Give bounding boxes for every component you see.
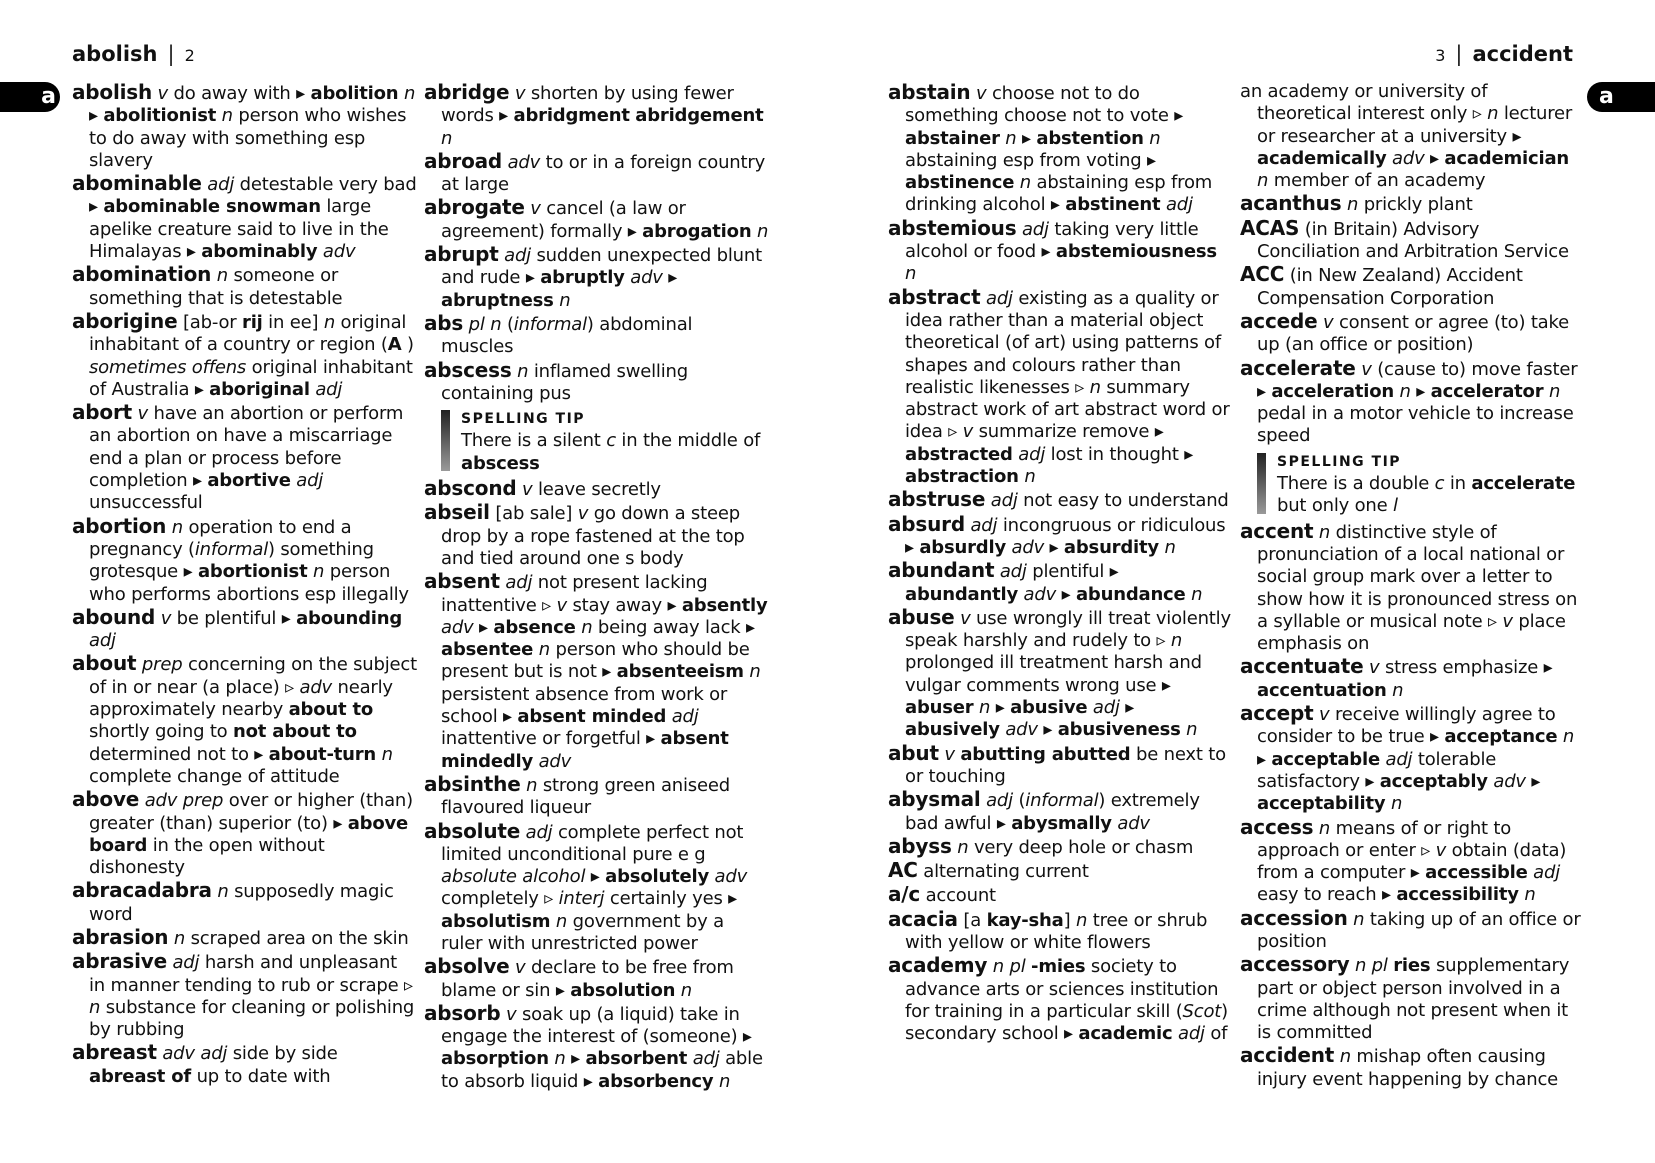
dictionary-entry: accept v receive willingly agree to consider to be true ▸ acceptance n ▸ acceptable adj tolerable satisfactory ▸ acceptably adv ▸ acceptability n: [1240, 701, 1575, 815]
dictionary-entry: acacia [a kay-sha] n tree or shrub with yellow or white flowers: [888, 906, 1208, 953]
spelling-tip-heading: SPELLING TIP: [461, 411, 586, 428]
spelling-tip: [1257, 451, 1585, 518]
spelling-tip: [441, 408, 769, 475]
dictionary-entry: abracadabra n supposedly magic word: [72, 878, 394, 925]
spelling-tip-heading: SPELLING TIP: [1277, 453, 1402, 470]
dictionary-entry: abrupt adj sudden unexpected blunt and rude ▸ abruptly adv ▸ abruptness n: [424, 242, 762, 311]
dictionary-entry: accent n distinctive style of pronunciation of a local national or social group mark over a letter to show how it is pronounced stress on a syllable or musical note ▹ v place emphasis on: [1240, 518, 1578, 655]
dictionary-entry: abundant adj plentiful ▸ abundantly adv ▸ abundance n: [888, 558, 1203, 605]
guide-word-left: abolish: [72, 42, 158, 66]
dictionary-entry: abstruse adj not easy to understand: [888, 487, 1229, 512]
spelling-tip-text: There is a silent c in the middle of abscess: [461, 430, 761, 474]
dictionary-entry: above adv prep over or higher (than) greater (than) superior (to) ▸ above board in the open without dishonesty: [72, 787, 413, 879]
dictionary-entry: abreast adv adj side by side abreast of up to date with: [72, 1040, 338, 1087]
dictionary-entry: abridge v shorten by using fewer words ▸ abridgment abridgement n: [424, 80, 764, 149]
dictionary-entry: abrasion n scraped area on the skin: [72, 924, 409, 949]
dictionary-column-4: [1240, 81, 1585, 1091]
dictionary-entry: absent adj not present lacking inattentive ▹ v stay away ▸ absently adv ▸ absence n being away lack ▸ absentee n person who should be present but is not ▸ absenteeism n persistent absence from work or school ▸ absent minded adj inattentive or forgetful ▸ absent mindedly adv: [424, 569, 768, 772]
dictionary-entry: abortion n operation to end a pregnancy (informal) something grotesque ▸ abortionist n person who performs abortions esp illegally: [72, 513, 409, 605]
running-head-right: [1435, 42, 1573, 66]
dictionary-entry: accession n taking up of an office or position: [1240, 905, 1581, 952]
dictionary-entry: abscond v leave secretly: [424, 476, 661, 501]
dictionary-entry: acanthus n prickly plant: [1240, 191, 1473, 216]
dictionary-entry: about prep concerning on the subject of in or near (a place) ▹ adv nearly approximately nearby about to shortly going to not about to determined not to ▸ about-turn n complete change of attitude: [72, 651, 417, 787]
dictionary-entry: absolute adj complete perfect not limited unconditional pure e g absolute alcohol ▸ absolutely adv completely ▹ interj certainly yes ▸ absolutism n government by a ruler with unrestricted power: [424, 818, 748, 954]
thumb-index-tab-left: a: [0, 82, 60, 112]
dictionary-entry: abound v be plentiful ▸ abounding adj: [72, 604, 403, 652]
dictionary-entry: an academy or university of theoretical interest only ▹ n lecturer or researcher at a university ▸ academically adv ▸ academician n member of an academy: [1240, 81, 1573, 192]
dictionary-entry: abroad adv to or in a foreign country at large: [424, 148, 766, 196]
dictionary-entry: aborigine [ab-or rij in ee] n original inhabitant of a country or region (A ) sometimes offens original inhabitant of Australia ▸ aboriginal adj: [72, 308, 414, 400]
dictionary-column-3: [888, 81, 1233, 1045]
dictionary-entry: accelerate v (cause to) move faster ▸ acceleration n ▸ accelerator n pedal in a motor vehicle to increase speed: [1240, 355, 1578, 447]
dictionary-entry: abrogate v cancel (a law or agreement) formally ▸ abrogation n: [424, 195, 769, 242]
divider: |: [167, 42, 175, 66]
running-head-left: [72, 42, 195, 66]
dictionary-entry: abuse v use wrongly ill treat violently speak harshly and rudely to ▹ n prolonged ill treatment harsh and vulgar comments wrong use ▸ abuser n ▸ abusive adj ▸ abusively adv ▸ abusiveness n: [888, 604, 1231, 741]
dictionary-entry: abseil [ab sale] v go down a steep drop by a rope fastened at the top and tied around one s body: [424, 500, 745, 569]
dictionary-entry: abominable adj detestable very bad ▸ abominable snowman large apelike creature said to live in the Himalayas ▸ abominably adv: [72, 171, 417, 263]
dictionary-entry: ACAS (in Britain) Advisory Conciliation and Arbitration Service: [1240, 215, 1569, 263]
dictionary-entry: a/c account: [888, 882, 996, 907]
dictionary-entry: abscess n inflamed swelling containing pus: [424, 357, 688, 404]
dictionary-entry: abolish v do away with ▸ abolition n ▸ abolitionist n person who wishes to do away with something esp slavery: [72, 80, 416, 171]
dictionary-column-1: [72, 81, 417, 1088]
dictionary-entry: abstemious adj taking very little alcohol or food ▸ abstemiousness n: [888, 215, 1217, 285]
spelling-tip-text: There is a double c in accelerate but only one l: [1277, 473, 1576, 517]
dictionary-entry: absolve v declare to be free from blame or sin ▸ absolution n: [424, 954, 734, 1001]
dictionary-entry: access n means of or right to approach or enter ▹ v obtain (data) from a computer ▸ accessible adj easy to reach ▸ accessibility n: [1240, 814, 1567, 906]
dictionary-entry: accentuate v stress emphasize ▸ accentuation n: [1240, 654, 1553, 701]
page-number-left: 2: [184, 46, 195, 65]
dictionary-entry: abort v have an abortion or perform an abortion on have a miscarriage end a plan or process before completion ▸ abortive adj unsuccessful: [72, 400, 404, 514]
dictionary-entry: ACC (in New Zealand) Accident Compensation Corporation: [1240, 262, 1523, 309]
dictionary-entry: abyss n very deep hole or chasm: [888, 833, 1194, 858]
dictionary-entry: absurd adj incongruous or ridiculous ▸ absurdly adv ▸ absurdity n: [888, 511, 1226, 558]
dictionary-entry: abut v abutting abutted be next to or touching: [888, 740, 1226, 787]
dictionary-entry: abomination n someone or something that is detestable: [72, 262, 343, 309]
dictionary-entry: abysmal adj (informal) extremely bad awful ▸ abysmally adv: [888, 787, 1200, 834]
thumb-index-tab-right: a: [1587, 82, 1655, 112]
dictionary-entry: abstain v choose not to do something choose not to vote ▸ abstainer n ▸ abstention n abstaining esp from voting ▸ abstinence n abstaining esp from drinking alcohol ▸ abstinent adj: [888, 80, 1213, 216]
dictionary-entry: AC alternating current: [888, 858, 1089, 883]
dictionary-entry: accessory n pl ries supplementary part or object person involved in a crime although not present when it is committed: [1240, 952, 1570, 1044]
dictionary-column-2: [424, 81, 769, 1093]
dictionary-entry: abrasive adj harsh and unpleasant in manner tending to rub or scrape ▹ n substance for cleaning or polishing by rubbing: [72, 949, 415, 1041]
page-number-right: 3: [1435, 46, 1446, 65]
guide-word-right: accident: [1472, 42, 1573, 66]
dictionary-entry: abstract adj existing as a quality or idea rather than a material object theoretical (of art) using patterns of shapes and colours rather than realistic likenesses ▹ n summary abstract work of art abstract word or idea ▹ v summarize remove ▸ abstracted adj lost in thought ▸ abstraction n: [888, 284, 1230, 488]
dictionary-entry: absorb v soak up (a liquid) take in engage the interest of (someone) ▸ absorption n ▸ absorbent adj able to absorb liquid ▸ absorbency n: [424, 1000, 763, 1092]
dictionary-entry: accede v consent or agree (to) take up (an office or position): [1240, 308, 1569, 356]
dictionary-entry: abs pl n (informal) abdominal muscles: [424, 310, 693, 358]
divider: |: [1455, 42, 1463, 66]
dictionary-entry: absinthe n strong green aniseed flavoured liqueur: [424, 771, 730, 819]
dictionary-entry: accident n mishap often causing injury event happening by chance: [1240, 1043, 1559, 1090]
dictionary-entry: academy n pl -mies society to advance arts or sciences institution for training in a particular skill (Scot) secondary school ▸ academic adj of: [888, 953, 1228, 1045]
